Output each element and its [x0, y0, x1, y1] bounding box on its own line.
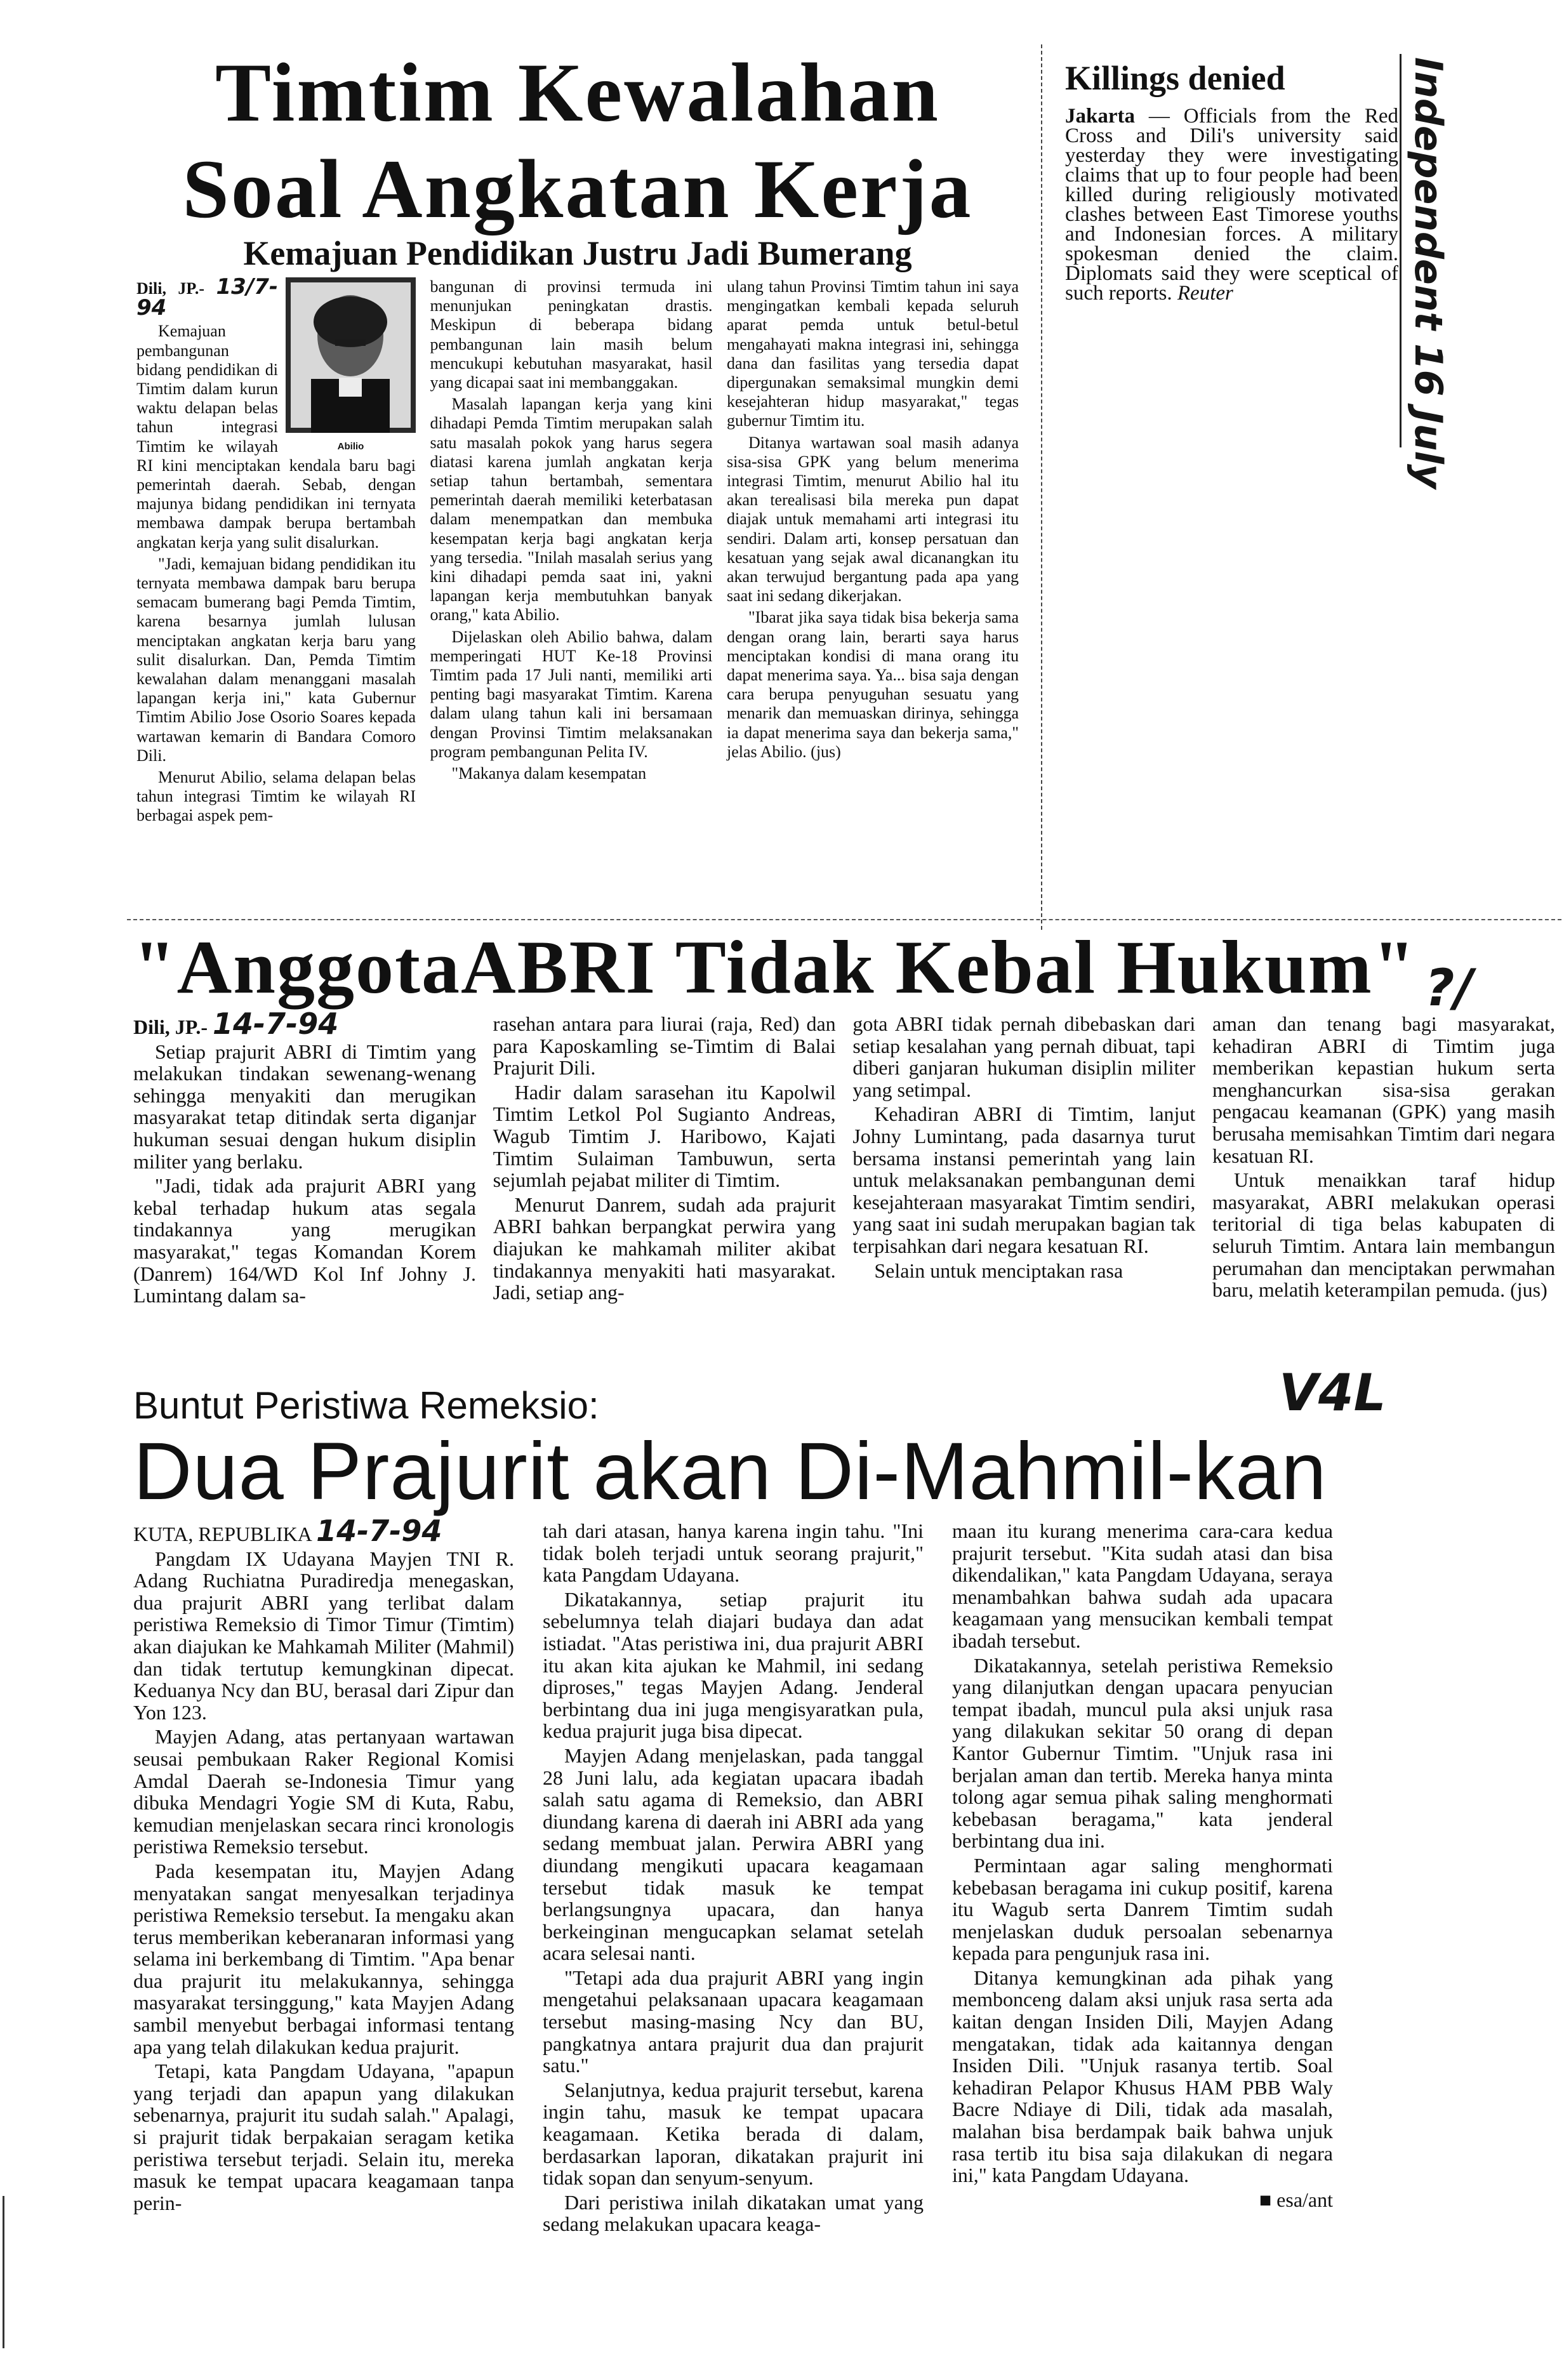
article1-paragraph: "Makanya dalam kesempatan	[451, 764, 647, 783]
article2-paragraph: Setiap prajurit ABRI di Timtim yang melakukan tindakan sewenang-wenang sehingga menyakiti dan merugikan masyarakat tetap ditindak serta diganjar hukuman sesuai dengan hukum disiplin militer yang berlaku.	[133, 1040, 476, 1173]
article3-paragraph: Mayjen Adang menjelaskan, pada tanggal 28 Juni lalu, ada kegiatan upacara ibadah salah satu agama di Remeksio, dan ABRI diundang karena di daerah ini ABRI ada yang sedang membuat jalan. Perwira ABRI yang diundang mengikuti upacara keagamaan tersebut tidak masuk ke tempat berlangsungnya upacara, dan hanya berkeinginan mengucapkan selamat setelah acara selesai nanti.	[543, 1743, 924, 1965]
article2-dateline: Dili, JP.-	[133, 1015, 208, 1038]
article2-headline: "AnggotaABRI Tidak Kebal Hukum"	[133, 925, 1417, 1009]
article2-body	[133, 1007, 1555, 1375]
article2-column-4	[1212, 1013, 1555, 1375]
article3-paragraph: Mayjen Adang, atas pertanyaan wartawan seusai pembukaan Raker Regional Komisi Amdal Daerah se-Indonesia Timur yang dibuka Mendagri Yogie SM di Kuta, Rabu, kemudian menjelaskan secara rinci kronologis peristiwa Remeksio tersebut.	[133, 1725, 514, 1858]
article3-paragraph: Dikatakannya, setelah peristiwa Remeksio yang dilanjutkan dengan upacara penyucian tempat ibadah, muncul pula aksi unjuk rasa yang dilakukan sekitar 50 orang di depan Kantor Gubernur Timtim. "Unjuk rasa ini berjalan aman dan tertib. Mereka hanya minta tolong agar semua pihak saling menghormati kebebasan beragama," kata jenderal berbintang dua ini.	[952, 1653, 1333, 1853]
article3-column-1	[133, 1514, 514, 2358]
article3-paragraph: maan itu kurang menerima cara-cara kedua prajurit tersebut. "Kita sudah atasi dan bisa dikendalikan," kata Pangdam Udayana, seraya menambahkan bahwa sudah ada upacara keagamaan yang mensucikan kembali tempat ibadah tersebut.	[952, 1519, 1333, 1652]
article3-body	[133, 1514, 1333, 2358]
article1-paragraph: ulang tahun Provinsi Timtim tahun ini saya mengingatkan kembali kepada seluruh aparat pemda untuk betul-betul mengahayati makna integrasi ini, sehingga dana dan fasilitas yang tersedia dapat dipergunakan semaksimal mungkin demi kesejahteran hidup masyarakat," tegas gubernur Timtim itu.	[727, 277, 1019, 430]
killings-denied-body: — Officials from the Red Cross and Dili's university said yesterday they were investigating claims that up to four people had been killed during religiously motivated clashes between East Timorese youths and Indonesian forces. A military spokesman denied the claim. Diplomats said they were sceptical of such reports.	[1065, 105, 1398, 305]
article3-paragraph: Dari peristiwa inilah dikatakan umat yang sedang melakukan upacara keaga-	[543, 2190, 924, 2236]
killings-denied-source: Reuter	[1177, 282, 1233, 305]
photo-caption: Abilio	[337, 441, 364, 453]
killings-denied-headline: Killings denied	[1065, 59, 1285, 97]
brief-border	[1400, 54, 1402, 447]
article1-paragraph: bangunan di provinsi termuda ini menunjukan peningkatan drastis. Meskipun di beberapa bidang pembangunan lain masih belum mencukupi kebutuhan masyarakat, hasil yang dicapai saat ini membanggakan.	[430, 277, 713, 392]
article3-paragraph: Pangdam IX Udayana Mayjen TNI R. Adang Ruchiatna Puradiredja menegaskan, dua prajurit ABRI yang terlibat dalam peristiwa Remeksio di Timor Timur (Timtim) akan diajukan ke Mahkamah Militer (Mahmil) dan tidak tertutup kemungkinan dipecat. Keduanya Ncy dan BU, berasal dari Zipur dan Yon 123.	[133, 1547, 514, 1724]
article3-signoff: esa/ant	[1276, 2188, 1333, 2211]
article3-paragraph: tah dari atasan, hanya karena ingin tahu. "Ini tidak boleh terjadi untuk seorang prajurit," kata Pangdam Udayana.	[543, 1519, 924, 1587]
article2-paragraph: Kehadiran ABRI di Timtim, lanjut Johny Lumintang, pada dasarnya turut bersama instansi pemerintah yang lain untuk melaksanakan pembangunan demi kesejahteraan masyarakat Timtim sendiri, yang saat ini sudah merupakan bagian tak terpisahkan dari negara kesatuan RI.	[852, 1102, 1196, 1257]
article2-paragraph: Selain untuk menciptakan rasa	[874, 1259, 1123, 1282]
article1-paragraph: Masalah lapangan kerja yang kini dihadapi Pemda Timtim merupakan salah satu masalah pokok yang harus segera diatasi karena jumlah angkatan kerja setiap tahun bertambah, sementara pemerintah daerah memiliki keterbatasan dalam menempatkan dan membuka kesempatan kerja bagi angkatan kerja yang tersedia. "Inilah masalah serius yang kini dihadapi pemda saat ini, yakni lapangan kerja membutuhkan banyak orang," kata Abilio.	[430, 395, 713, 625]
article1-column-2	[430, 277, 713, 915]
article3-date-handwritten: 14-7-94	[316, 1514, 442, 1548]
article2-column-3	[852, 1013, 1195, 1375]
article2-paragraph: aman dan tenang bagi masyarakat, kehadiran ABRI di Timtim juga memberikan kepastian hukum serta menghancurkan sisa-sisa gerakan pengacau keamanan (GPK) yang masih berusaha memisahkan Timtim dari negara kesatuan RI.	[1212, 1012, 1555, 1167]
section-divider	[127, 919, 1561, 920]
article3-paragraph: Pada kesempatan itu, Mayjen Adang menyatakan sangat menyesalkan terjadinya peristiwa Remeksio tersebut. Ia mengaku akan terus memberikan keberanaran informasi yang selama ini berkembang di Timtim. "Apa benar dua prajurit itu melakukannya, sehingga masyarakat tersinggung," kata Mayjen Adang sambil menyebut berbagai informasi tentang apa yang telah dilakukan kedua prajurit.	[133, 1859, 514, 2058]
column-divider	[1041, 44, 1042, 930]
article1-subheadline: Kemajuan Pendidikan Justru Jadi Bumerang	[243, 234, 912, 272]
handwritten-source-note	[1406, 51, 1469, 489]
article2-paragraph: Hadir dalam sarasehan itu Kapolwil Timtim Letkol Pol Sugianto Andreas, Wagub Timtim J. Haribowo, Kajati Timtim Sulaiman Tambuwun, serta sejumlah pejabat militer di Timtim.	[493, 1080, 836, 1192]
article3-kicker: Buntut Peristiwa Remeksio:	[133, 1384, 599, 1427]
article3-column-3	[952, 1520, 1333, 2358]
article1-column-1	[136, 274, 416, 915]
article3-paragraph: Ditanya kemungkinan ada pihak yang membonceng dalam aksi unjuk rasa serta ada kaitan dengan Insiden Dili, Mayjen Adang mengatakan, tidak ada kaitannya dengan Insiden Dili. "Unjuk rasanya tertib. Soal kehadiran Pelapor Khusus HAM PBB Waly Bacre Ndiaye di Dili, tidak ada masalah, malahan bisa berdampak baik bahwa unjuk rasa tertib itu bisa saja dilakukan di negara ini," kata Pangdam Udayana.	[952, 1966, 1333, 2187]
article1-paragraph: Ditanya wartawan soal masih adanya sisa-sisa GPK yang belum menerima integrasi Timtim, menurut Abilio hal itu akan terealisasi bila mereka pun dapat diajak untuk memahami arti integrasi itu sendiri. Dalam arti, konsep persatuan dan kesatuan yang sejak awal dicanangkan itu akan terwujud bergantung pada apa yang saat ini sedang dikerjakan.	[727, 433, 1019, 605]
killings-denied-text	[1065, 107, 1398, 303]
signoff-icon: ■	[1259, 2188, 1272, 2211]
article2-paragraph: Untuk menaikkan taraf hidup masyarakat, ABRI melakukan operasi teritorial di tiga belas kabupaten di seluruh Timtim. Antara lain membangun perumahan dan menciptakan perwmahan baru, melatih keterampilan pemuda. (jus)	[1212, 1168, 1555, 1302]
killings-denied-brief	[1065, 58, 1398, 303]
article1-paragraph: Menurut Abilio, selama delapan belas tahun integrasi Timtim ke wilayah RI berbagai aspek pem-	[136, 768, 416, 825]
portrait-image	[286, 277, 416, 433]
killings-denied-dateline: Jakarta	[1065, 105, 1135, 128]
article2-paragraph: Menurut Danrem, sudah ada prajurit ABRI bahkan berpangkat perwira yang diajukan ke mahkamah militer akibat tindakannya menyakiti hati masyarakat. Jadi, setiap ang-	[493, 1193, 836, 1304]
article1-dateline: Dili, JP.-	[136, 279, 205, 298]
handwritten-source-note-text: Independent 16 July	[1406, 57, 1450, 489]
article3-paragraph: "Tetapi ada dua prajurit ABRI yang ingin mengetahui pelaksanaan upacara keagamaan tersebut masing-masing Ncy dan BU, pangkatnya antara prajurit dua dan prajurit satu."	[543, 1966, 924, 2077]
scan-edge-mark	[3, 2196, 4, 2348]
article1-headline-line1: Timtim Kewalahan	[215, 46, 940, 139]
article1-headline-line2: Soal Angkatan Kerja	[182, 142, 973, 235]
article3-paragraph: Permintaan agar saling menghormati kebebasan beragama ini cukup positif, karena itu Wagub serta Danrem Timtim sudah menjelaskan duduk persoalan sebenarnya kepada para pengunjuk rasa ini.	[952, 1853, 1333, 1965]
article1-column-3	[727, 277, 1019, 915]
article2-column-1	[133, 1007, 476, 1375]
article2-handwritten-mark: ?/	[1425, 958, 1473, 1017]
article1-date-handwritten: 13/7-94	[136, 274, 278, 321]
article3-dateline: KUTA, REPUBLIKA	[133, 1523, 312, 1545]
article3-paragraph: Tetapi, kata Pangdam Udayana, "apapun yang terjadi dan apapun yang dilakukan sebenarnya, prajurit itu sudah salah." Apalagi, si prajurit tidak berpakaian seragam ketika peristiwa tersebut terjadi. Selain itu, mereka masuk ke tempat upacara keagamaan tanpa perin-	[133, 2059, 514, 2214]
article1-paragraph: Kemajuan pembangunan bidang pendidikan di Timtim dalam kurun waktu delapan belas tahun integrasi Timtim ke wilayah RI kini menciptakan kendala baru bagi pemerintah daerah. Sebab, dengan majunya bidang pendidikan ini ternyata membawa dampak berupa bertambah angkatan kerja yang sulit disalurkan.	[136, 322, 416, 552]
author-photo	[286, 277, 416, 453]
article2-date-handwritten: 14-7-94	[213, 1007, 339, 1041]
article3-dateline-paragraph	[133, 1514, 514, 1548]
article1-body	[136, 274, 1019, 915]
article2-dateline-paragraph	[133, 1007, 476, 1041]
article3-paragraph: Dikatakannya, setiap prajurit itu sebelumnya telah diajari budaya dan adat istiadat. "Atas peristiwa ini, dua prajurit ABRI itu akan kita ajukan ke Mahmil, ini sedang diproses," tegas Mayjen Adang. Jenderal berbintang dua ini juga mengisyaratkan pula, kedua prajurit juga bisa dipecat.	[543, 1587, 924, 1743]
article2-paragraph: rasehan antara para liurai (raja, Red) dan para Kaposkamling se-Timtim di Balai Prajurit Dili.	[493, 1012, 836, 1080]
article2-paragraph: gota ABRI tidak pernah dibebaskan dari setiap kesalahan yang pernah dibuat, tapi diberi ganjaran hukuman disiplin militer yang setimpal.	[852, 1012, 1196, 1101]
article3-headline: Dua Prajurit akan Di-Mahmil-kan	[133, 1426, 1327, 1517]
article1-paragraph: "Ibarat jika saya tidak bisa bekerja sama dengan orang lain, berarti saya harus menciptakan kondisi di mana orang itu dapat menerima saya. Ya... bisa saja dengan cara berupa penyuguhan sesuatu yang menarik dan memuaskan dirinya, sehingga ia dapat menerima saya dan bekerja sama," jelas Abilio. (jus)	[727, 608, 1019, 761]
article3-column-2	[543, 1520, 924, 2358]
article3-handwritten-mark: V4L	[1279, 1363, 1386, 1422]
article1-paragraph: Dijelaskan oleh Abilio bahwa, dalam memperingati HUT Ke-18 Provinsi Timtim pada 17 Juli nanti, memiliki arti penting bagi masyarakat Timtim. Karena dalam ulang tahun kali ini bersamaan dengan Provinsi Timtim melaksanakan program pembangunan Pelita IV.	[430, 627, 713, 761]
article2-paragraph: "Jadi, tidak ada prajurit ABRI yang kebal terhadap hukum atas segala tindakannya yang merugikan masyarakat," tegas Komandan Korem (Danrem) 164/WD Kol Inf Johny J. Lumintang dalam sa-	[133, 1174, 476, 1307]
article3-paragraph: Selanjutnya, kedua prajurit tersebut, karena ingin tahu, masuk ke tempat upacara keagamaan. Ketika berada di dalam, berdasarkan laporan, dikatakan prajurit ini tidak sopan dan senyum-senyum.	[543, 2078, 924, 2190]
article3-signoff-line	[952, 2189, 1333, 2211]
article2-column-2	[493, 1013, 836, 1375]
article1-paragraph: "Jadi, kemajuan bidang pendidikan itu ternyata membawa dampak baru berupa semacam bumerang bagi Pemda Timtim, karena besarnya jumlah lulusan menciptakan angkatan kerja baru yang sulit disalurkan. Dan, Pemda Timtim kewalahan dalam menanggani masalah lapangan kerja ini," kata Gubernur Timtim Abilio Jose Osorio Soares kepada wartawan kemarin di Bandara Comoro Dili.	[136, 554, 416, 765]
article1-headline	[136, 44, 1019, 237]
